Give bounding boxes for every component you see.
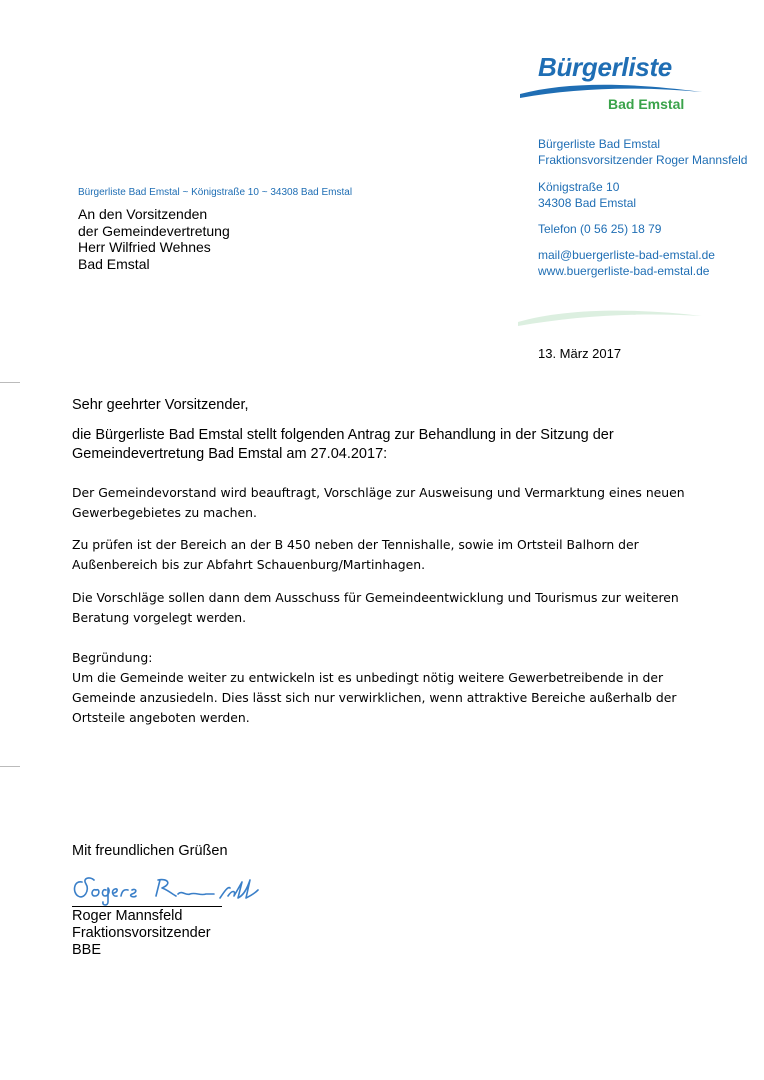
organization-logo (516, 50, 716, 120)
sender-role: Fraktionsvorsitzender Roger Mannsfeld (538, 153, 748, 167)
body-paragraph-1 (72, 483, 692, 523)
fold-mark-top (0, 382, 20, 383)
intro-line: die Bürgerliste Bad Emstal stellt folgenden Antrag zur Behandlung in der Sitzung der (72, 427, 614, 443)
sender-block (538, 136, 747, 168)
decorative-swoosh (516, 306, 706, 332)
reason-paragraph (72, 648, 692, 728)
body-paragraph-3 (72, 588, 692, 628)
letter-date: 13. März 2017 (538, 346, 622, 361)
sender-org: Bürgerliste Bad Emstal (538, 137, 661, 151)
fold-mark-bottom (0, 766, 20, 767)
paragraph-line: Gemeinde anzusiedeln. Dies lässt sich nur verwirklichen, wenn attraktive Bereiche außerhalb der (72, 690, 677, 705)
paragraph-line: Um die Gemeinde weiter zu entwickeln ist es unbedingt nötig weitere Gewerbetreibende in der (72, 670, 664, 685)
paragraph-line: Die Vorschläge sollen dann dem Ausschuss für Gemeindeentwicklung und Tourismus zur weiteren (72, 590, 679, 605)
paragraph-line: Zu prüfen ist der Bereich an der B 450 neben der Tennishalle, sowie im Ortsteil Balhorn der (72, 537, 639, 552)
logo-subtitle: Bad Emstal (608, 96, 685, 112)
sender-city: 34308 Bad Emstal (538, 196, 637, 210)
recipient-line: Bad Emstal (78, 255, 150, 272)
paragraph-line: Der Gemeindevorstand wird beauftragt, Vorschläge zur Ausweisung und Vermarktung eines neuen (72, 485, 685, 500)
signer-name: Roger Mannsfeld (72, 908, 183, 924)
signer-role: Fraktionsvorsitzender (72, 925, 211, 941)
sender-address (538, 179, 636, 211)
sender-phone: Telefon (0 56 25) 18 79 (538, 222, 662, 236)
recipient-line: An den Vorsitzenden (78, 206, 208, 222)
closing: Mit freundlichen Grüßen (72, 843, 228, 859)
paragraph-line: Gewerbegebietes zu machen. (72, 505, 257, 520)
body-paragraph-2 (72, 535, 692, 575)
paragraph-line: Beratung vorgelegt werden. (72, 610, 247, 625)
intro-paragraph (72, 426, 682, 464)
paragraph-line: Außenbereich bis zur Abfahrt Schauenburg/Martinhagen. (72, 557, 426, 572)
recipient-line: Herr Wilfried Wehnes (78, 239, 211, 255)
signer-org: BBE (72, 942, 102, 958)
recipient-address (78, 206, 230, 272)
sender-street: Königstraße 10 (538, 180, 620, 194)
return-address: Bürgerliste Bad Emstal ~ Königstraße 10 ~ 34308 Bad Emstal (78, 187, 353, 198)
sender-contact (538, 247, 715, 279)
handwritten-signature (68, 866, 278, 910)
sender-web: www.buergerliste-bad-emstal.de (538, 264, 710, 278)
intro-line: Gemeindevertretung Bad Emstal am 27.04.2017: (72, 446, 388, 462)
signature-line (72, 906, 222, 907)
paragraph-line: Ortsteile angeboten werden. (72, 710, 250, 725)
signer-block (72, 908, 211, 959)
logo-title: Bürgerliste (538, 52, 672, 82)
reason-heading: Begründung: (72, 650, 153, 665)
sender-email: mail@buergerliste-bad-emstal.de (538, 248, 715, 262)
salutation: Sehr geehrter Vorsitzender, (72, 397, 249, 413)
recipient-line: der Gemeindevertretung (78, 222, 230, 239)
